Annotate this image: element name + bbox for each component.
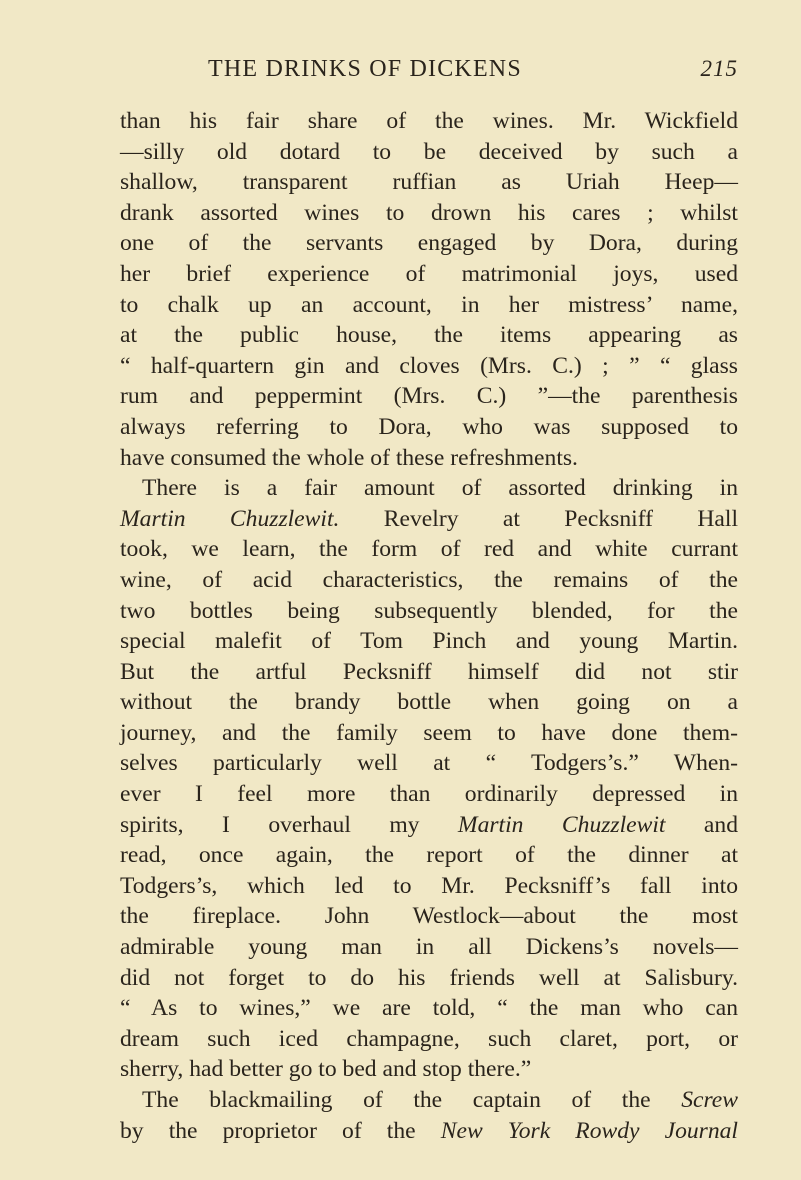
body-text <box>120 106 738 1146</box>
text-line: drank assorted wines to drown his cares ; whilst <box>120 199 738 226</box>
italic-title: Martin Chuzzlewit. <box>120 505 340 532</box>
text-line: journey, and the family seem to have done them- <box>120 719 738 746</box>
text-line: But the artful Pecksniff himself did not stir <box>120 658 738 685</box>
text-line: admirable young man in all Dickens’s novels— <box>120 934 738 961</box>
text-line: to chalk up an account, in her mistress’ name, <box>120 291 738 318</box>
text-line: selves particularly well at “ Todgers’s.” When- <box>120 750 738 777</box>
text-line: took, we learn, the form of red and white currant <box>120 536 738 563</box>
paragraph-start-line: There is a fair amount of assorted drinking in <box>142 475 738 502</box>
text-line: “ half-quartern gin and cloves (Mrs. C.) ; ” “ glass <box>120 352 738 379</box>
page-number: 215 <box>700 56 738 81</box>
text-line: dream such iced champagne, such claret, port, or <box>120 1025 738 1052</box>
paragraph-start-line: The blackmailing of the captain of the Screw <box>142 1087 738 1113</box>
text-line: than his fair share of the wines. Mr. Wickfield <box>120 108 738 134</box>
text-line: without the brandy bottle when going on a <box>120 689 738 716</box>
text-line: at the public house, the items appearing as <box>120 322 738 349</box>
text-line: the fireplace. John Westlock—about the most <box>120 903 738 930</box>
text-line: two bottles being subsequently blended, for the <box>120 597 738 624</box>
text-line: her brief experience of matrimonial joys, used <box>120 260 738 287</box>
text-line: wine, of acid characteristics, the remains of the <box>120 566 738 593</box>
text-line: shallow, transparent ruffian as Uriah Heep— <box>120 169 738 196</box>
text-line: special malefit of Tom Pinch and young Martin. <box>120 628 738 655</box>
text-line: one of the servants engaged by Dora, during <box>120 230 738 257</box>
text-line: —silly old dotard to be deceived by such a <box>120 138 738 165</box>
text-line: spirits, I overhaul my Martin Chuzzlewit and <box>120 811 738 838</box>
italic-title: Screw <box>681 1087 738 1113</box>
italic-title: New York Rowdy Journal <box>440 1117 738 1144</box>
running-header <box>120 56 738 90</box>
text-line: Todgers’s, which led to Mr. Pecksniff’s fall into <box>120 872 738 899</box>
text-line: rum and peppermint (Mrs. C.) ”—the parenthesis <box>120 383 738 410</box>
text-line: sherry, had better go to bed and stop there.” <box>120 1056 532 1083</box>
text-line: read, once again, the report of the dinner at <box>120 842 738 869</box>
text-line: did not forget to do his friends well at Salisbury. <box>120 964 738 991</box>
text-line: have consumed the whole of these refreshments. <box>120 444 578 471</box>
italic-title: Martin Chuzzlewit <box>457 811 666 838</box>
text-line: Martin Chuzzlewit. Revelry at Pecksniff Hall <box>120 505 738 532</box>
text-line: ever I feel more than ordinarily depressed in <box>120 781 738 808</box>
text-line: by the proprietor of the New York Rowdy Journal <box>120 1117 738 1144</box>
text-line: always referring to Dora, who was supposed to <box>120 413 738 440</box>
running-title: THE DRINKS OF DICKENS <box>208 56 522 82</box>
text-line: “ As to wines,” we are told, “ the man who can <box>120 995 738 1022</box>
